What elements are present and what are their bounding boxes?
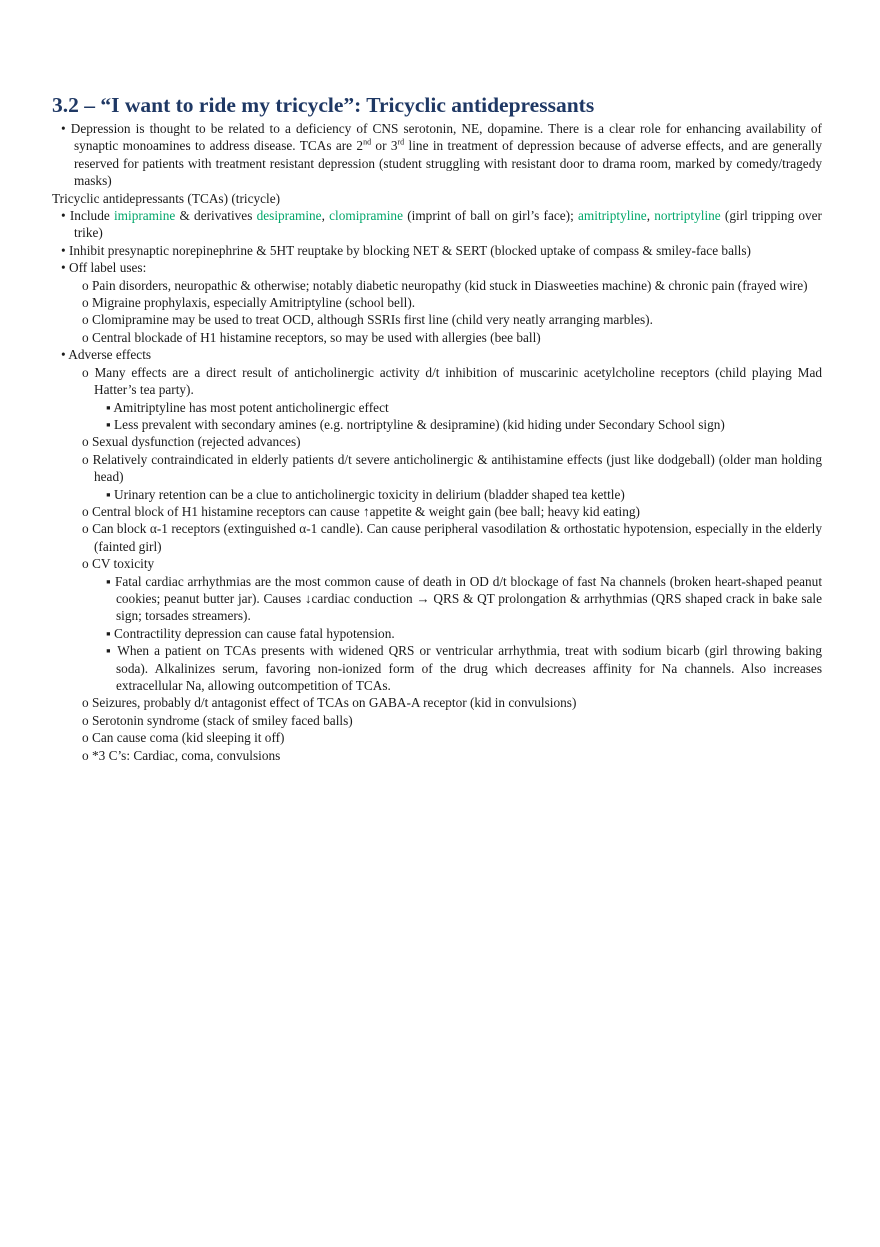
bullet-icon: o <box>82 521 89 537</box>
list-item-adverse: • Adverse effects <box>61 347 152 363</box>
list-item-three-cs: o *3 C’s: Cardiac, coma, convulsions <box>82 747 281 763</box>
section-heading-tca: Tricyclic antidepressants (TCAs) (tricycle) <box>52 190 281 206</box>
bullet-icon: ▪ <box>106 625 111 641</box>
list-item-seizures: o Seizures, probably d/t antagonist effect of TCAs on GABA-A receptor (kid in convulsions) <box>82 695 577 711</box>
list-item-ocd: o Clomipramine may be used to treat OCD, although SSRIs first line (child very neatly arranging marbles). <box>82 312 653 328</box>
bullet-icon: ▪ <box>106 486 111 502</box>
bullet-icon: o <box>82 556 89 572</box>
bullet-icon: ▪ <box>106 416 111 432</box>
list-item-h1-allergy: o Central blockade of H1 histamine receptors, so may be used with allergies (bee ball) <box>82 329 541 345</box>
bullet-icon: o <box>82 329 89 345</box>
list-item-secondary-amines: ▪ Less prevalent with secondary amines (e.g. nortriptyline & desipramine) (kid hiding under Secondary School sign) <box>106 416 725 432</box>
bullet-icon: • <box>61 260 66 276</box>
list-item-sexual: o Sexual dysfunction (rejected advances) <box>82 434 301 450</box>
drug-amitriptyline: amitriptyline <box>578 208 647 224</box>
list-item-urinary: ▪ Urinary retention can be a clue to anticholinergic toxicity in delirium (bladder shaped tea kettle) <box>106 486 625 502</box>
bullet-icon: o <box>82 295 89 311</box>
list-item-migraine: o Migraine prophylaxis, especially Amitriptyline (school bell). <box>82 295 416 311</box>
bullet-icon: o <box>82 364 89 380</box>
bullet-icon: o <box>82 277 89 293</box>
bullet-icon: • <box>61 208 66 224</box>
list-item-arrhythmias: ▪ Fatal cardiac arrhythmias are the most common cause of death in OD d/t blockage of fast Na channels (broken heart-shaped peanut cookies; peanut butter jar). Causes ↓cardiac conduction → QRS & QT prolongation & arrhythmias (QRS shaped crack in bake sale sign; torsades streamers). <box>106 573 823 624</box>
bullet-icon: ▪ <box>106 399 111 415</box>
list-item-coma: o Can cause coma (kid sleeping it off) <box>82 730 285 746</box>
bullet-icon: o <box>82 434 89 450</box>
bullet-icon: ▪ <box>106 573 112 589</box>
list-item-bicarb: ▪ When a patient on TCAs presents with widened QRS or ventricular arrhythmia, treat with sodium bicarb (girl throwing baking soda). Alkalinizes serum, favoring non-ionized form of the drug which decreases affinity for Na channels. Also increases extracellular Na, allowing outcompetition of TCAs. <box>106 643 822 693</box>
bullet-icon: o <box>82 712 89 728</box>
list-item-depression: • Depression is thought to be related to a deficiency of CNS serotonin, NE, dopamine. There is a clear role for enhancing availability of synaptic monoamines to address disease. TCAs are 2nd or 3rd line in treatment of depression because of adverse effects, and are generally reserved for patients with treatment resistant depression (student struggling with resistant door to drama room, marked by comedy/tragedy masks) <box>61 121 823 189</box>
list-item-include: • Include imipramine & derivatives desipramine, clomipramine (imprint of ball on girl’s face); amitriptyline, nortriptyline (girl tripping over trike) <box>61 208 822 241</box>
bullet-icon: • <box>61 121 66 136</box>
bullet-icon: ▪ <box>106 643 113 659</box>
list-item-h1-appetite: o Central block of H1 histamine receptors can cause ↑appetite & weight gain (bee ball; heavy kid eating) <box>82 503 640 519</box>
bullet-icon: o <box>82 451 89 467</box>
list-item-inhibit: • Inhibit presynaptic norepinephrine & 5HT reuptake by blocking NET & SERT (blocked uptake of compass & smiley-face balls) <box>61 242 751 258</box>
list-item-off-label: • Off label uses: <box>61 260 147 276</box>
list-item-serotonin: o Serotonin syndrome (stack of smiley faced balls) <box>82 712 353 728</box>
bullet-icon: o <box>82 730 89 746</box>
list-item-alpha: o Can block α-1 receptors (extinguished α-1 candle). Can cause peripheral vasodilation & orthostatic hypotension, especially in the elderly (fainted girl) <box>82 521 823 554</box>
bullet-icon: o <box>82 312 89 328</box>
drug-clomipramine: clomipramine <box>329 208 403 224</box>
list-item-anticholinergic: o Many effects are a direct result of anticholinergic activity d/t inhibition of muscarinic acetylcholine receptors (child playing Mad Hatter’s tea party). <box>82 364 822 398</box>
bullet-icon: o <box>82 747 89 763</box>
bullet-icon: o <box>82 503 89 519</box>
list-item-pain: o Pain disorders, neuropathic & otherwise; notably diabetic neuropathy (kid stuck in Diasweeties machine) & chronic pain (frayed wire) <box>82 277 808 293</box>
bullet-icon: o <box>82 695 89 711</box>
drug-imipramine: imipramine <box>113 208 176 224</box>
list-item-cv: o CV toxicity <box>82 556 155 572</box>
drug-nortriptyline: nortriptyline <box>654 208 721 224</box>
list-item-contractility: ▪ Contractility depression can cause fatal hypotension. <box>106 625 395 641</box>
drug-desipramine: desipramine <box>256 208 322 224</box>
bullet-icon: • <box>61 242 66 258</box>
list-item-elderly: o Relatively contraindicated in elderly patients d/t severe anticholinergic & antihistamine effects (just like dodgeball) (older man holding head) <box>82 451 822 485</box>
notes-body <box>52 120 822 764</box>
page-title: 3.2 – “I want to ride my tricycle”: Tricyclic antidepressants <box>52 93 595 117</box>
list-item-amitriptyline-potent: ▪ Amitriptyline has most potent anticholinergic effect <box>106 399 389 415</box>
bullet-icon: • <box>61 347 66 363</box>
